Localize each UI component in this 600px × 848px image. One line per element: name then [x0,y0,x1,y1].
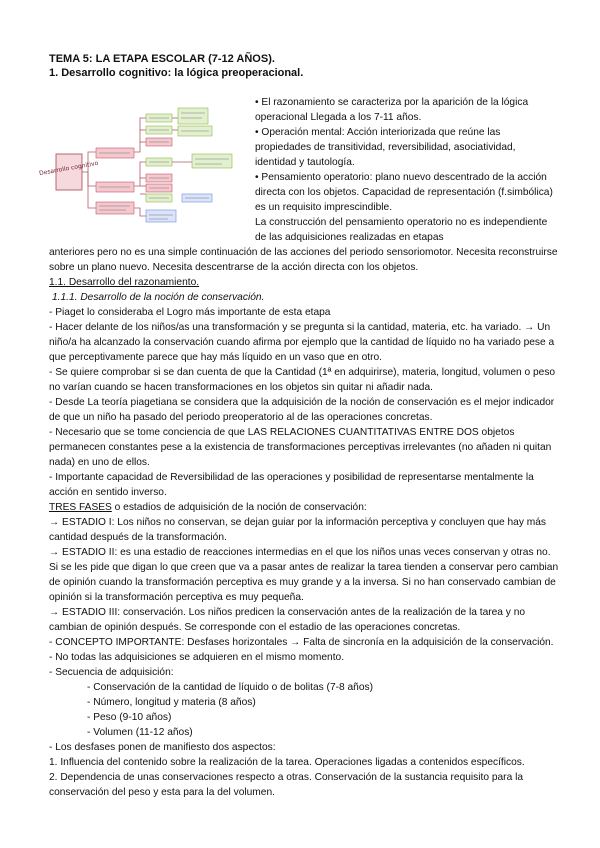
stage-item: → ESTADIO I: Los niños no conservan, se dejan guiar por la información perceptiva y concluyen que hay más cantidad después de la transformación. [49,517,546,543]
intro-paragraph: anteriores pero no es una simple continuación de las acciones del periodo sensoriomotor. Necesita reconstruirse sobre un plano nuevo. Necesita descentrarse de la acción directa con los objetos. [49,247,558,273]
point-item: - Hacer delante de los niños/as una transformación y se pregunta si la cantidad, materia, etc. ha variado. → Un niño/a ha alcanzado la conservación cuando afirma por ejemplo que la cantidad de líquido no ha variado pese a que perceptivamente parece que hay más líquido en un vaso que en otro. [49,322,555,363]
section-1-1-1-heading: 1.1.1. Desarrollo de la noción de conservación. [52,292,265,303]
main-body [49,245,559,800]
bullet-razonamiento: • El razonamiento se caracteriza por la aparición de la lógica operacional Llegada a los 7-11 años. [255,97,529,123]
diagram-side-text [255,95,555,245]
aspect-item: 1. Influencia del contenido sobre la realización de la tarea. Operaciones ligadas a contenidos específicos. [49,757,525,768]
sequence-item: - Peso (9-10 años) [87,712,172,723]
page-title: TEMA 5: LA ETAPA ESCOLAR (7-12 AÑOS). [49,53,275,65]
bullet-pensamiento-operatorio: • Pensamiento operatorio: plano nuevo descentrado de la acción directa con los objetos. Capacidad de representación (f.simbólica) es un requisito imprescindible. [255,172,553,213]
diagram-root-label: Desarrollo cognitivo [38,159,99,178]
concept-map-diagram [38,98,248,248]
diagram-leaf-node [178,108,208,124]
not-all-paragraph: - No todas las adquisiciones se adquieren en el mismo momento. [49,652,345,663]
section-heading: 1. Desarrollo cognitivo: la lógica preoperacional. [49,67,304,79]
sequence-item: - Conservación de la cantidad de líquido o de bolitas (7-8 años) [87,682,373,693]
sequence-item: - Volumen (11-12 años) [87,727,193,738]
point-item: - Importante capacidad de Reversibilidad de las operaciones y posibilidad de representarse mentalmente la acción en sentido inverso. [49,472,534,498]
stage-item: → ESTADIO III: conservación. Los niños predicen la conservación antes de la realización de la tarea y no cambian de opinión después. Se corresponde con el estadio de las operaciones concretas. [49,607,526,633]
diagram-leaf-node [192,154,232,168]
point-item: - Desde La teoría piagetiana se considera que la adquisición de la noción de conservación es el mejor indicador de que un niño ha pasado del periodo preoperatorio al de las operaciones concretas. [49,397,555,423]
tres-fases-label: TRES FASES [49,502,112,513]
point-item: - Se quiere comprobar si se dan cuenta de que la Cantidad (1ª en adquirirse), materia, longitud, volumen o peso no varían cuando se hacen transformaciones en los objetos sin quitar ni añadir nada. [49,367,556,393]
concept-paragraph: - CONCEPTO IMPORTANTE: Desfases horizontales → Falta de sincronía en la adquisición de la conservación. [49,637,554,648]
desfases-paragraph: - Los desfases ponen de manifiesto dos aspectos: [49,742,276,753]
bullet-operacion-mental: • Operación mental: Acción interiorizada que reúne las propiedades de transitividad, reversibilidad, asociatividad, identidad y tautología. [255,127,516,168]
stage-item: → ESTADIO II: es una estadio de reacciones intermedias en el que los niños unas veces conservan y otras no. Si se les pide que digan lo que creen que va a pasar antes de realizar la tarea tienden a conservar pero cambian de opinión cuando la transformación perceptiva es muy grande y a la inversa. Si no han conservado cambian de opinión si la transformación perceptiva es muy pequeña. [49,547,559,603]
section-1-1-heading: 1.1. Desarrollo del razonamiento. [49,277,200,288]
paragraph-construccion: La construcción del pensamiento operatorio no es independiente de las adquisiciones realizadas en etapas [255,217,548,243]
point-item: - Necesario que se tome conciencia de que LAS RELACIONES CUANTITATIVAS ENTRE DOS objetos permanecen constantes pese a la existencia de transformaciones perceptivas irrelevantes (no añaden ni quitan nada) en uno de ellos. [49,427,552,468]
diagram-leaf-node [146,210,176,222]
sequence-item: - Número, longitud y materia (8 años) [87,697,256,708]
point-item: - Piaget lo consideraba el Logro más importante de esta etapa [49,307,331,318]
diagram-branch-node [96,202,134,214]
tres-fases-rest: o estadios de adquisición de la noción de conservación: [111,502,367,513]
tres-fases-line [49,500,559,515]
sequence-label: - Secuencia de adquisición: [49,667,174,678]
aspect-item: 2. Dependencia de unas conservaciones respecto a otras. Conservación de la sustancia requisito para la conservación del peso y esta para la del volumen. [49,772,524,798]
